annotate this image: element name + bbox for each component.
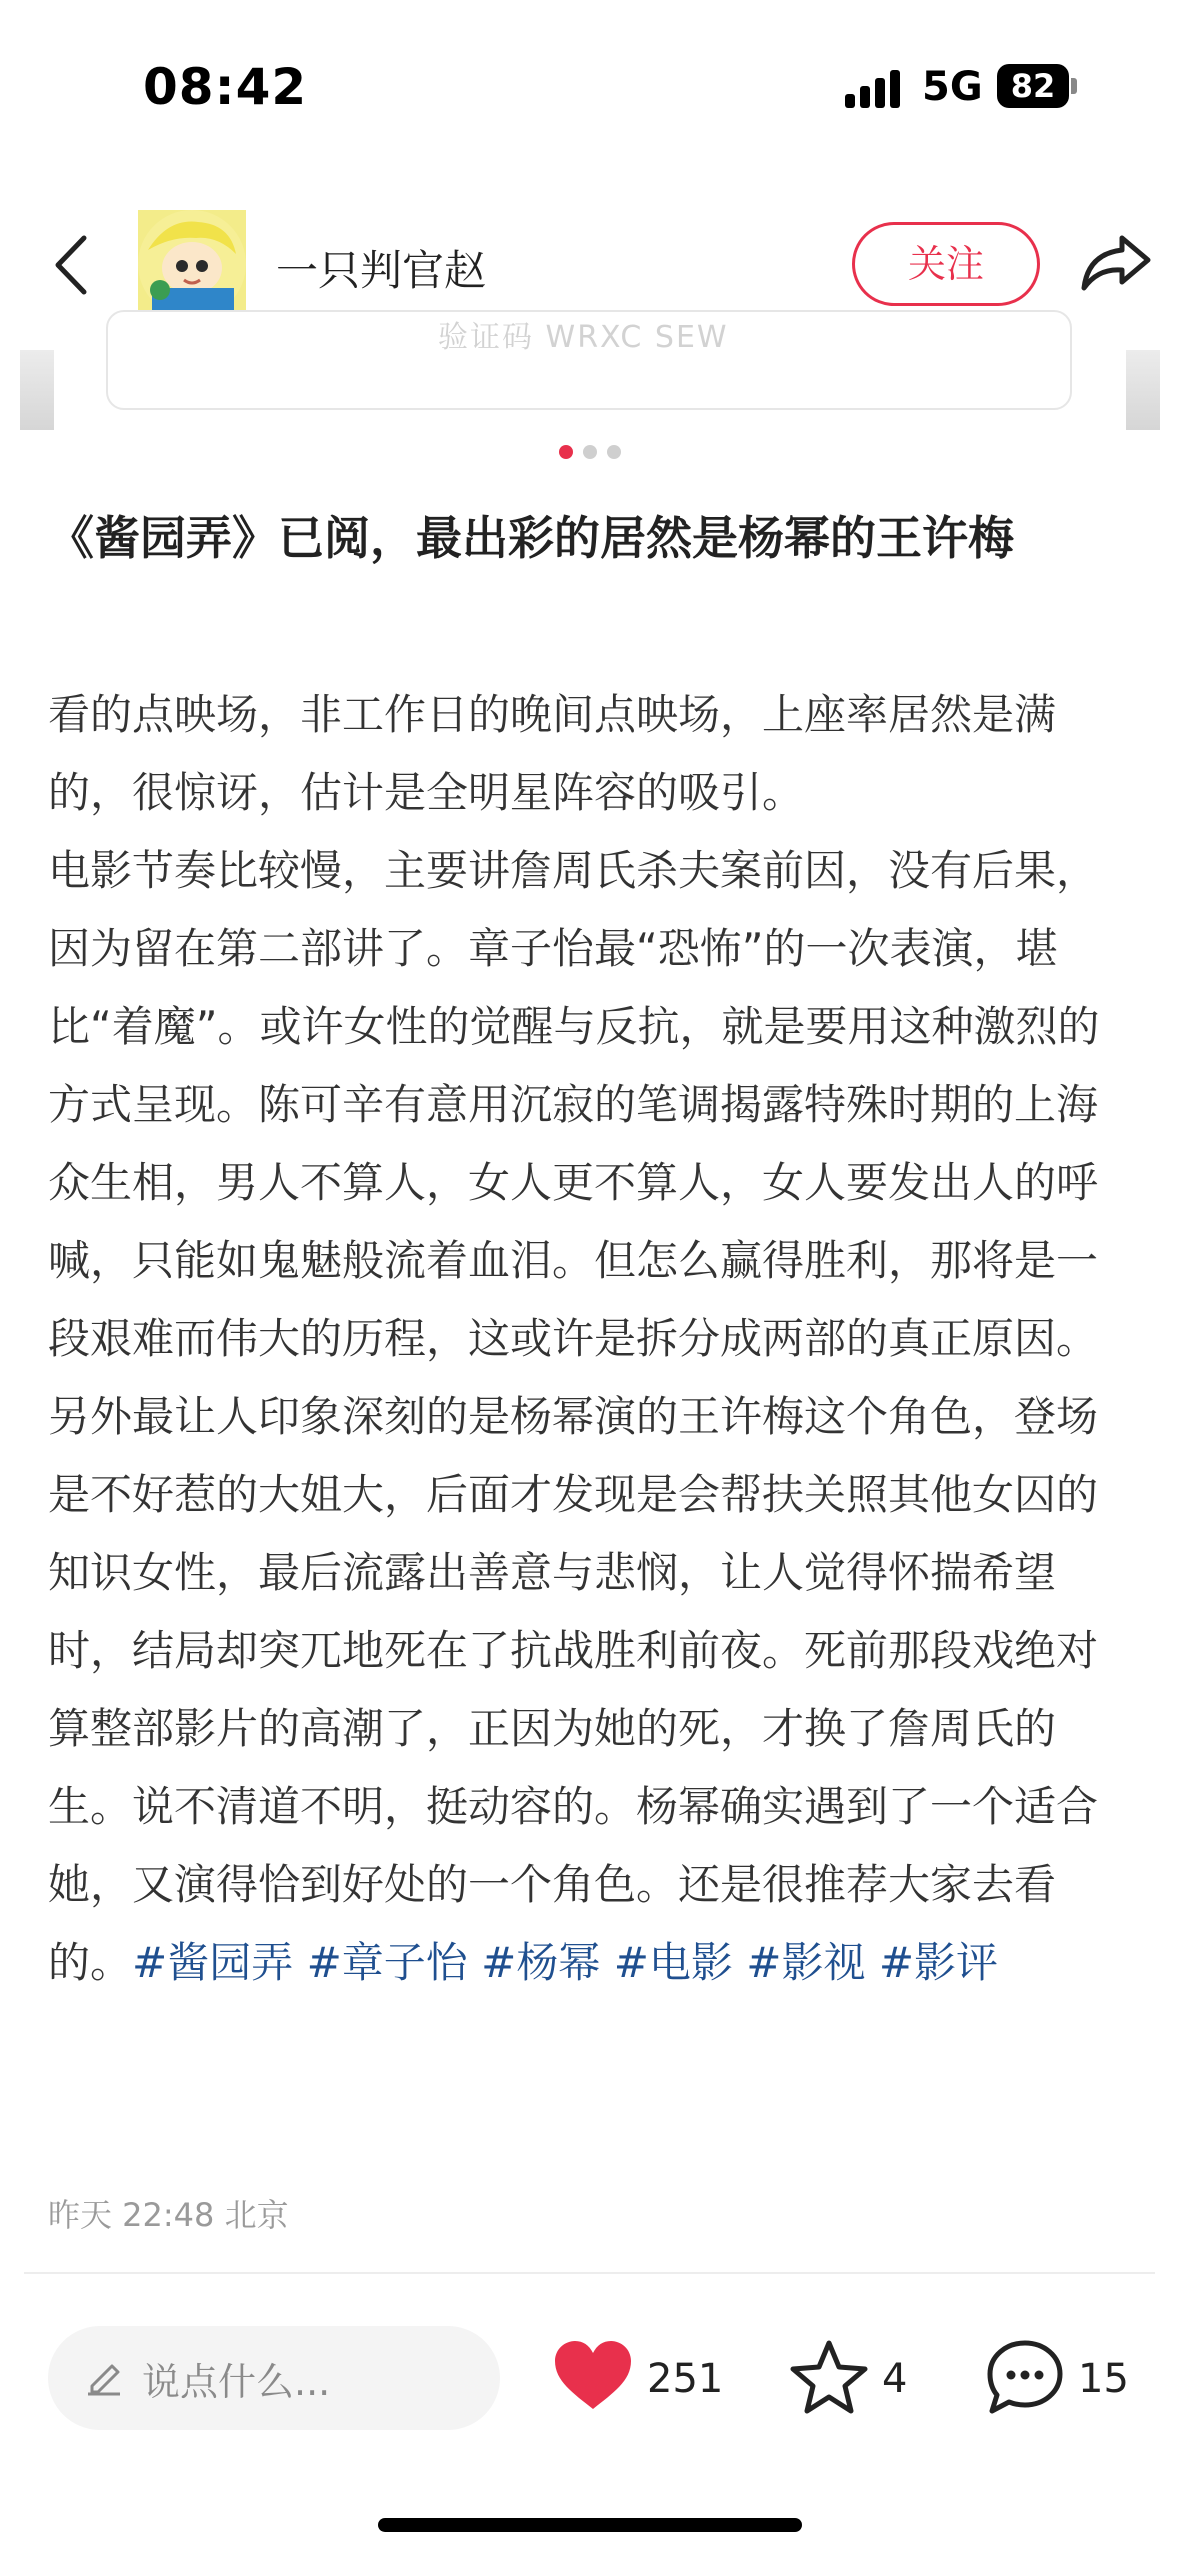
carousel-card-text: 验证码 WRXC SEW <box>438 320 729 355</box>
hashtag[interactable]: #杨幂 <box>481 1938 601 1987</box>
carousel-pagination <box>0 444 1179 464</box>
comment-count: 15 <box>1078 2356 1129 2402</box>
status-time: 08:42 <box>143 58 308 116</box>
carousel-dot <box>583 445 597 459</box>
comment-button[interactable] <box>986 2334 1129 2424</box>
hashtag[interactable]: #章子怡 <box>306 1938 468 1987</box>
battery-tip <box>1071 78 1077 94</box>
post-paragraph-text: 另外最让人印象深刻的是杨幂演的王许梅这个角色，登场是不好惹的大姐大，后面才发现是会帮扶关照其他女囚的知识女性，最后流露出善意与悲悯，让人觉得怀揣希望时，结局却突兀地死在了抗战胜利前夜。死前那段戏绝对算整部影片的高潮了，正因为她的死，才换了詹周氏的生。说不清道不明，挺动容的。杨幂确实遇到了一个适合她，又演得恰到好处的一个角色。还是很推荐大家去看的。 <box>48 1392 1099 1987</box>
collect-count: 4 <box>882 2356 908 2402</box>
post-paragraph <box>48 1378 1138 2002</box>
hashtag[interactable]: #影评 <box>878 1938 999 1987</box>
carousel-next-image <box>1126 350 1160 430</box>
battery-icon: 82 <box>997 64 1069 108</box>
author-name[interactable]: 一只判官赵 <box>276 246 487 295</box>
carousel-prev-image <box>20 350 54 430</box>
avatar[interactable] <box>138 210 246 318</box>
like-count: 251 <box>647 2356 724 2402</box>
pencil-icon <box>84 2356 124 2400</box>
post-paragraph: 看的点映场，非工作日的晚间点映场，上座率居然是满的，很惊讶，估计是全明星阵容的吸引。 <box>48 690 1057 817</box>
hashtag[interactable]: #酱园弄 <box>132 1938 294 1987</box>
bottom-action-bar <box>0 2296 1179 2456</box>
heart-icon <box>553 2341 633 2417</box>
carousel-dot <box>559 445 573 459</box>
star-icon <box>790 2339 868 2419</box>
image-carousel[interactable] <box>0 320 1179 430</box>
comment-bubble-icon <box>986 2339 1064 2419</box>
collect-button[interactable] <box>790 2334 907 2424</box>
like-button[interactable] <box>553 2334 723 2424</box>
status-bar <box>0 0 1179 170</box>
post-timestamp-location: 昨天 22:48 北京 <box>48 2196 289 2234</box>
divider <box>24 2272 1155 2274</box>
carousel-dot <box>607 445 621 459</box>
carousel-card <box>106 310 1072 410</box>
network-label: 5G <box>922 64 983 110</box>
post-body <box>48 676 1138 2002</box>
hashtag[interactable]: #电影 <box>613 1938 733 1987</box>
hashtag[interactable]: #影视 <box>746 1938 866 1987</box>
post-paragraph: 电影节奏比较慢，主要讲詹周氏杀夫案前因，没有后果，因为留在第二部讲了。章子怡最“恐怖”的一次表演，堪比“着魔”。或许女性的觉醒与反抗，就是要用这种激烈的方式呈现。陈可辛有意用沉寂的笔调揭露特殊时期的上海众生相，男人不算人，女人更不算人，女人要发出人的呼喊，只能如鬼魅般流着血泪。但怎么赢得胜利，那将是一段艰难而伟大的历程，这或许是拆分成两部的真正原因。 <box>48 846 1100 1363</box>
comment-placeholder: 说点什么... <box>142 2359 331 2404</box>
home-indicator[interactable] <box>378 2518 802 2532</box>
chevron-left-icon[interactable] <box>48 230 98 300</box>
signal-icon <box>845 68 905 108</box>
comment-input[interactable] <box>48 2326 500 2430</box>
post-title: 《酱园弄》已阅，最出彩的居然是杨幂的王许梅 <box>48 511 1014 565</box>
follow-button[interactable]: 关注 <box>852 222 1040 306</box>
share-icon[interactable] <box>1078 228 1154 298</box>
